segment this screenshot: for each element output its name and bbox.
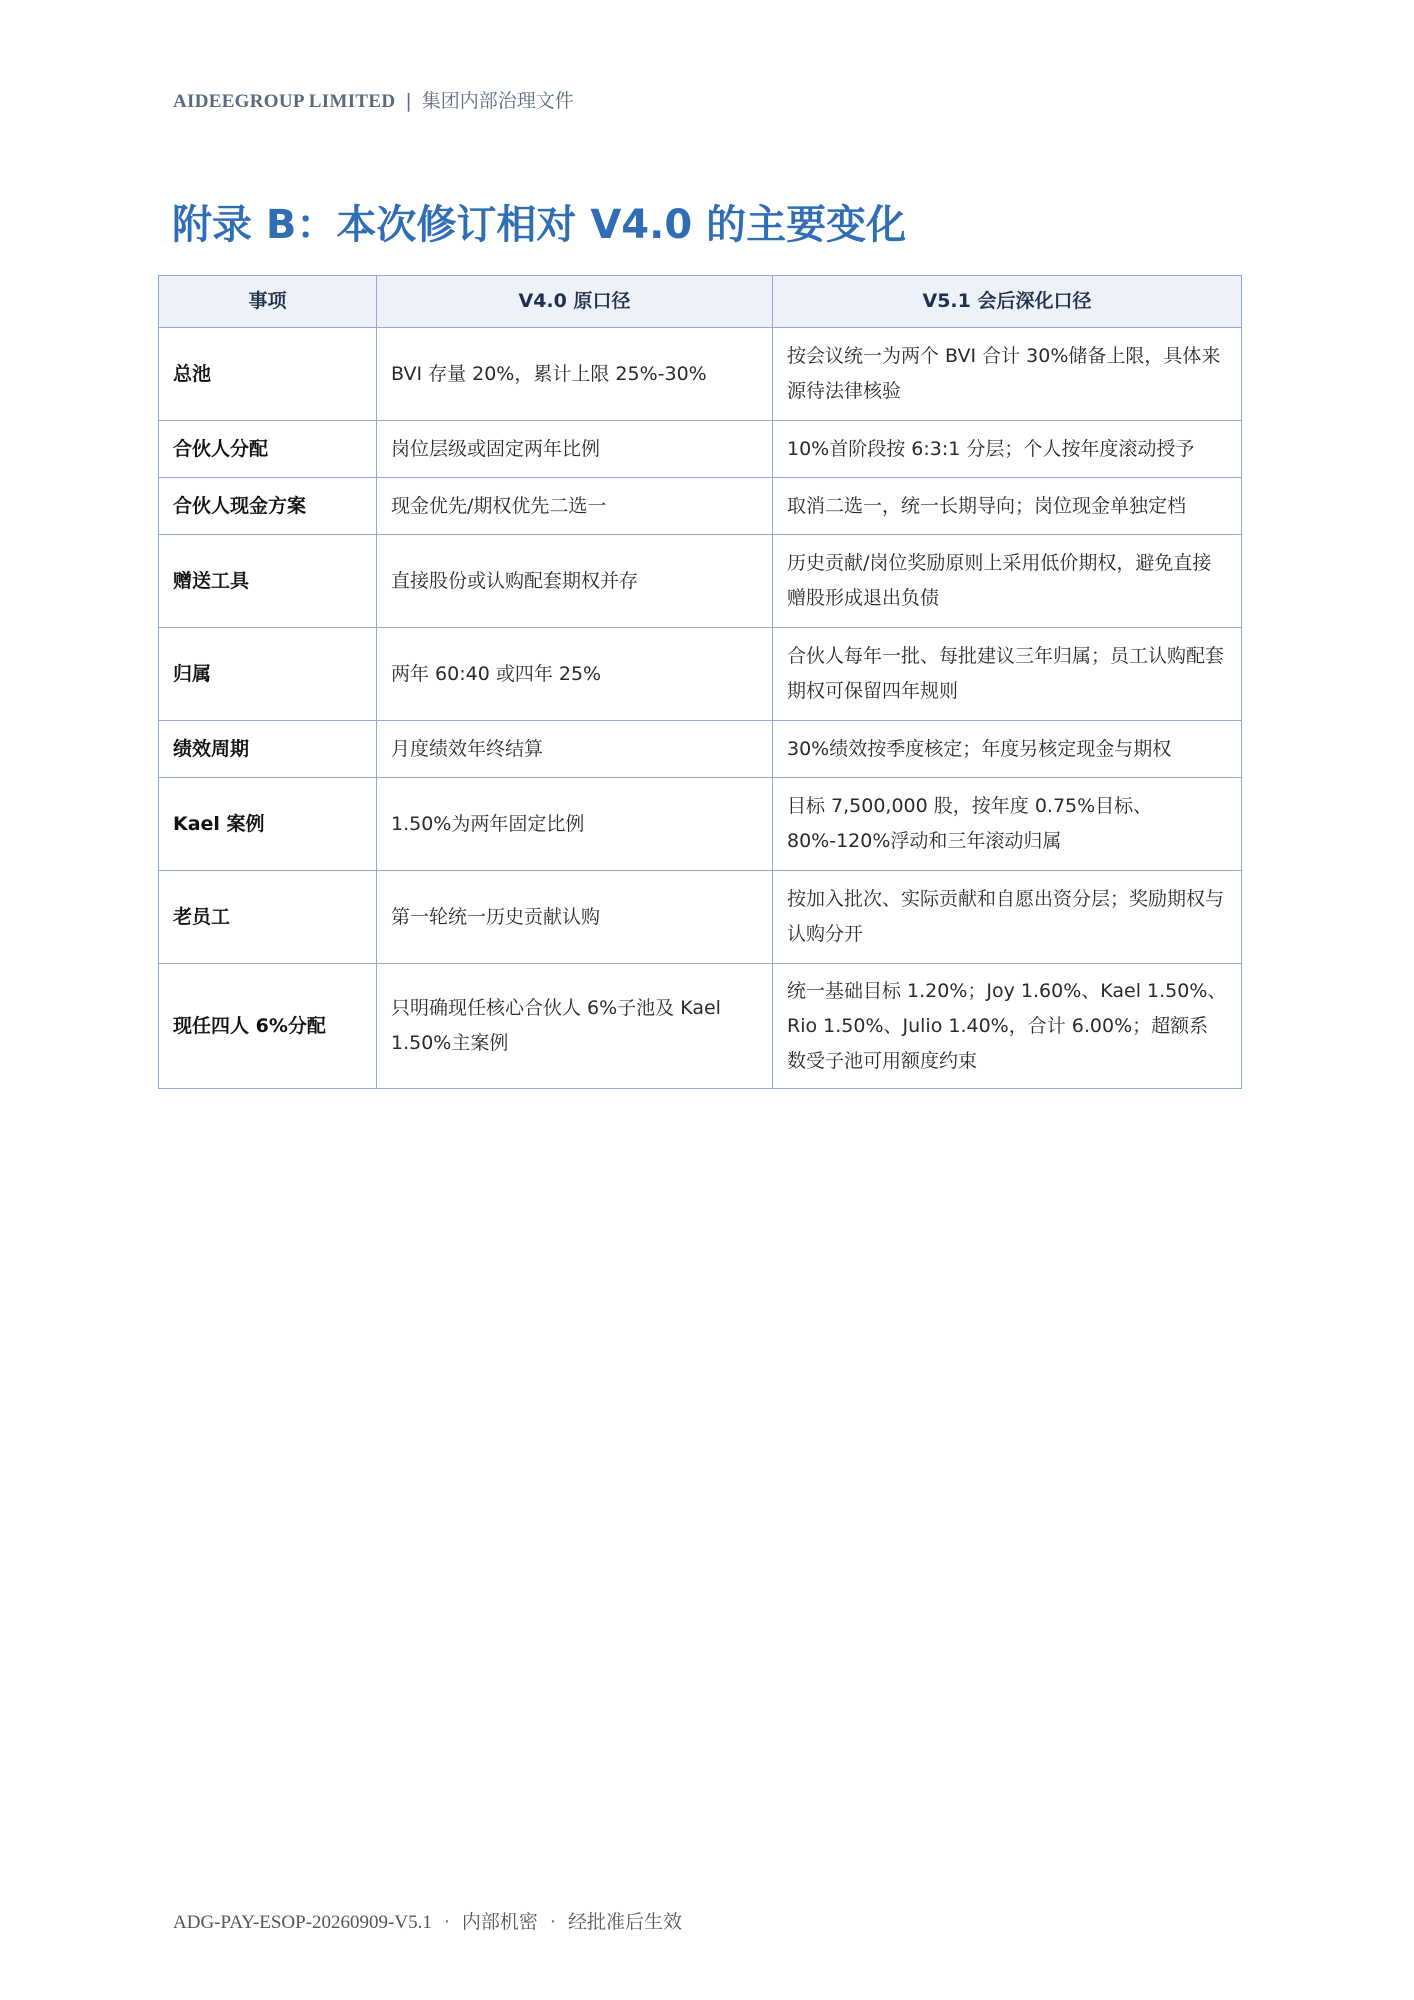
row-v40: 现金优先/期权优先二选一 [377,478,773,535]
row-v51: 30%绩效按季度核定；年度另核定现金与期权 [773,721,1242,778]
table-row [159,421,1242,478]
row-v51: 合伙人每年一批、每批建议三年归属；员工认购配套期权可保留四年规则 [773,628,1242,721]
row-v40: 第一轮统一历史贡献认购 [377,871,773,964]
row-v51: 10%首阶段按 6:3:1 分层；个人按年度滚动授予 [773,421,1242,478]
table-row [159,721,1242,778]
appendix-title: 附录 B：本次修订相对 V4.0 的主要变化 [172,202,907,248]
row-v40: 两年 60:40 或四年 25% [377,628,773,721]
page-footer [173,1907,682,1934]
row-item: 现任四人 6%分配 [159,964,377,1089]
row-v40: 月度绩效年终结算 [377,721,773,778]
table-row [159,964,1242,1089]
row-item: 老员工 [159,871,377,964]
footer-dot: · [443,1911,450,1933]
table-row [159,778,1242,871]
row-v51: 按加入批次、实际贡献和自愿出资分层；奖励期权与认购分开 [773,871,1242,964]
row-v51: 取消二选一，统一长期导向；岗位现金单独定档 [773,478,1242,535]
row-v51: 目标 7,500,000 股，按年度 0.75%目标、80%-120%浮动和三年滚动归属 [773,778,1242,871]
effective-label: 经批准后生效 [567,1911,682,1933]
row-item: Kael 案例 [159,778,377,871]
table-row [159,628,1242,721]
page-header [173,86,574,113]
column-header-v51: V5.1 会后深化口径 [773,276,1242,328]
table-row [159,328,1242,421]
row-v51: 统一基础目标 1.20%；Joy 1.60%、Kael 1.50%、Rio 1.50%、Julio 1.40%，合计 6.00%；超额系数受子池可用额度约束 [773,964,1242,1089]
header-separator: | [405,90,412,112]
row-item: 合伙人分配 [159,421,377,478]
row-v40: 岗位层级或固定两年比例 [377,421,773,478]
column-header-item: 事项 [159,276,377,328]
row-item: 绩效周期 [159,721,377,778]
row-item: 总池 [159,328,377,421]
table-row [159,871,1242,964]
table-row [159,478,1242,535]
row-v40: 直接股份或认购配套期权并存 [377,535,773,628]
changes-table [158,275,1242,1089]
doc-type: 集团内部治理文件 [421,90,574,112]
footer-dot: · [549,1911,556,1933]
document-id: ADG-PAY-ESOP-20260909-V5.1 [173,1912,432,1933]
row-item: 合伙人现金方案 [159,478,377,535]
row-item: 归属 [159,628,377,721]
table-row [159,535,1242,628]
confidential-label: 内部机密 [461,1911,538,1933]
row-v51: 历史贡献/岗位奖励原则上采用低价期权，避免直接赠股形成退出负债 [773,535,1242,628]
table-header-row [159,276,1242,328]
row-item: 赠送工具 [159,535,377,628]
row-v40: 只明确现任核心合伙人 6%子池及 Kael 1.50%主案例 [377,964,773,1089]
row-v40: BVI 存量 20%，累计上限 25%-30% [377,328,773,421]
org-name: AIDEEGROUP LIMITED [173,91,396,112]
column-header-v40: V4.0 原口径 [377,276,773,328]
row-v40: 1.50%为两年固定比例 [377,778,773,871]
row-v51: 按会议统一为两个 BVI 合计 30%储备上限，具体来源待法律核验 [773,328,1242,421]
